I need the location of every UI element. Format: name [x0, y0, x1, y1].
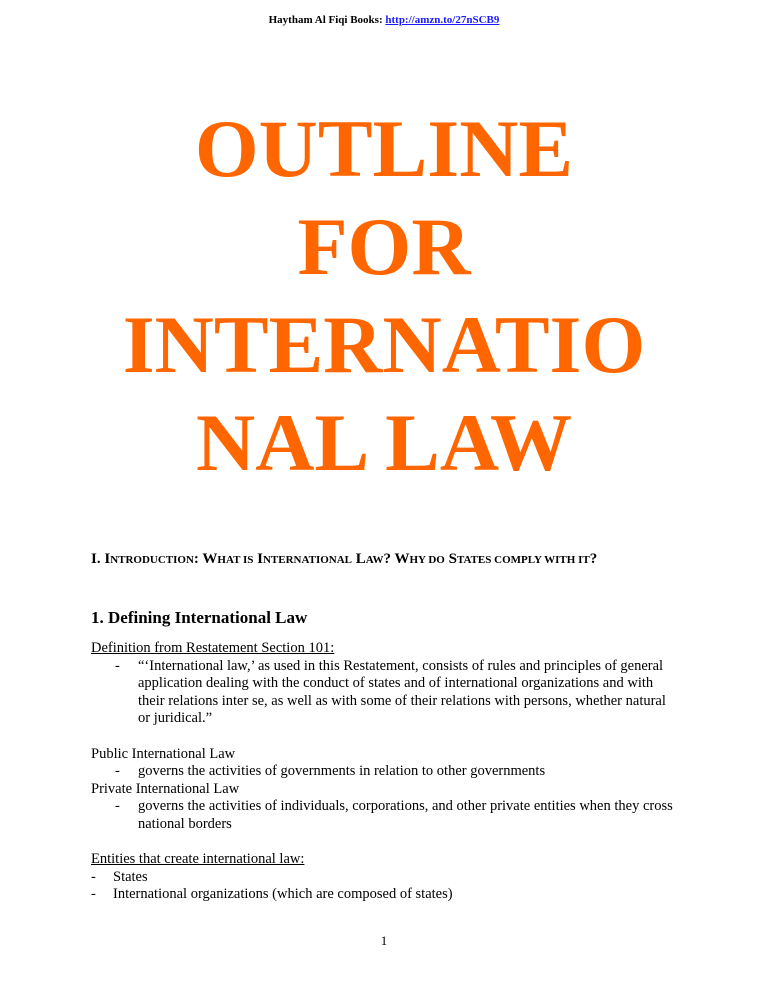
list-item — [91, 658, 681, 728]
private-heading: Private International Law — [91, 780, 240, 797]
document-title — [64, 100, 704, 492]
subsection-heading: 1. Defining International Law — [91, 608, 308, 627]
definition-heading: Definition from Restatement Section 101: — [91, 640, 335, 656]
public-text: governs the activities of governments in relation to other governments — [138, 763, 546, 780]
heading-part: : W — [193, 551, 218, 567]
public-heading: Public International Law — [91, 745, 236, 762]
private-text: governs the activities of individuals, corporations, and other private entities when they cross national borders — [138, 798, 673, 832]
heading-part: I — [253, 551, 263, 567]
heading-part: S — [444, 551, 457, 567]
bullet-dash: - — [115, 763, 120, 780]
title-line: NAL LAW — [196, 397, 572, 488]
header-label: Haytham Al Fiqi Books: — [268, 14, 383, 26]
heading-part: L — [352, 551, 366, 567]
section-heading — [91, 547, 691, 572]
heading-part: ? W — [383, 551, 410, 567]
page-number: 1 — [380, 933, 388, 948]
list-item — [91, 886, 681, 904]
heading-part: TATES COMPLY WITH IT — [456, 554, 590, 566]
entities-heading: Entities that create international law: — [91, 851, 305, 868]
heading-part: I. I — [91, 551, 111, 567]
heading-part: HY DO — [409, 554, 445, 566]
document-body — [91, 640, 681, 904]
bullet-dash: - — [91, 868, 96, 885]
header-link[interactable]: http://amzn.to/27nSCB9 — [385, 14, 500, 26]
title-line: OUTLINE — [194, 103, 574, 194]
bullet-dash: - — [115, 657, 120, 674]
entity-text: International organizations (which are composed of states) — [113, 886, 453, 903]
bullet-dash: - — [91, 886, 96, 903]
heading-part: HAT IS — [217, 554, 254, 566]
entity-text: States — [113, 868, 148, 885]
title-line: FOR — [297, 201, 471, 292]
list-item — [91, 763, 681, 781]
definition-quote: “‘International law,’ as used in this Restatement, consists of rules and principles of general application dealing with the conduct of states and of international organizations and with their relations inter se, as well as with some of their relations with persons, whether natural or juridical.” — [138, 657, 666, 727]
heading-part: NTERNATIONAL — [262, 554, 353, 566]
title-line: INTERNATIO — [122, 299, 646, 390]
heading-part: NTRODUCTION — [110, 554, 194, 566]
page-header — [0, 14, 768, 26]
list-item — [91, 869, 681, 887]
heading-part: AW — [365, 554, 384, 566]
bullet-dash: - — [115, 798, 120, 815]
heading-part: ? — [589, 551, 598, 567]
list-item — [91, 798, 681, 833]
